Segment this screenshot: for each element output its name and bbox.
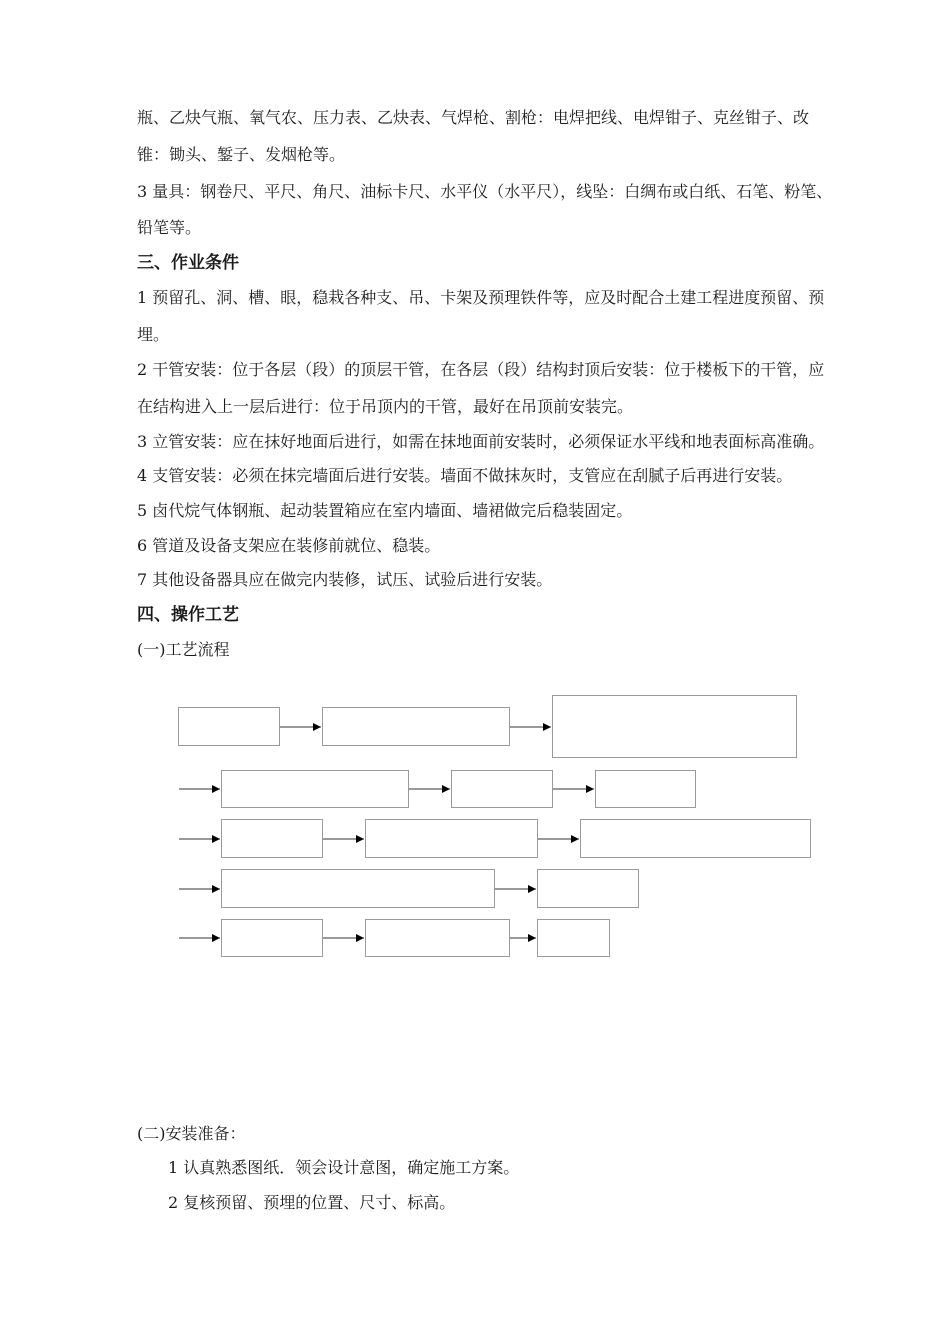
tools-line-2: 锥：锄头、錾子、发烟枪等。	[137, 145, 346, 164]
flow-step-box	[580, 819, 811, 858]
flow-step-box	[365, 919, 510, 957]
measuring-tools-line-1: 3 量具：钢卷尺、平尺、角尺、油标卡尺、水平仪（水平尺），线坠：白绸布或白纸、石笔、粉笔、	[137, 182, 833, 201]
condition-line: 2 干管安装：位于各层（段）的顶层干管，在各层（段）结构封顶后安装：位于楼板下的干管，应	[137, 360, 825, 379]
flow-step-box	[221, 819, 323, 858]
flow-step-box	[451, 770, 553, 808]
condition-line: 5 卤代烷气体钢瓶、起动装置箱应在室内墙面、墙裙做完后稳装固定。	[137, 501, 633, 520]
measuring-tools-line-2: 铅笔等。	[137, 218, 202, 237]
flow-step-box	[595, 770, 696, 808]
flow-step-box	[365, 819, 538, 858]
flow-step-box	[322, 707, 510, 746]
flow-step-box	[178, 707, 280, 746]
condition-line: 7 其他设备器具应在做完内装修，试压、试验后进行安装。	[137, 570, 553, 589]
condition-line: 1 预留孔、洞、槽、眼，稳栽各种支、吊、卡架及预理铁件等，应及时配合土建工程进度预留、预	[137, 288, 825, 307]
flow-step-box	[552, 695, 797, 758]
flow-step-box	[221, 869, 495, 908]
tools-line-1: 瓶、乙炔气瓶、氧气农、压力表、乙炔表、气焊枪、割枪：电焊把线、电焊钳子、克丝钳子、改	[137, 108, 810, 127]
section-4-heading: 四、操作工艺	[137, 605, 239, 625]
section-3-heading: 三、作业条件	[137, 253, 239, 273]
prep-item: 1 认真熟悉图纸．领会设计意图，确定施工方案。	[168, 1158, 520, 1177]
condition-line: 埋。	[137, 325, 170, 344]
process-flow-subheading: (一)工艺流程	[137, 640, 230, 659]
condition-line: 4 支管安装：必须在抹完墙面后进行安装。墙面不做抹灰时，支管应在刮腻子后再进行安装。	[137, 466, 793, 485]
flow-step-box	[537, 919, 610, 957]
flow-step-box	[221, 919, 323, 957]
flow-step-box	[537, 869, 639, 908]
install-prep-subheading: (二)安装准备：	[137, 1124, 246, 1143]
condition-line: 3 立管安装：应在抹好地面后进行，如需在抹地面前安装时，必须保证水平线和地表面标高准确。	[137, 432, 825, 451]
flow-step-box	[221, 770, 409, 808]
condition-line: 在结构进入上一层后进行：位于吊顶内的干管，最好在吊顶前安装完。	[137, 397, 634, 416]
prep-item: 2 复核预留、预埋的位置、尺寸、标高。	[168, 1193, 456, 1212]
condition-line: 6 管道及设备支架应在装修前就位、稳装。	[137, 536, 441, 555]
